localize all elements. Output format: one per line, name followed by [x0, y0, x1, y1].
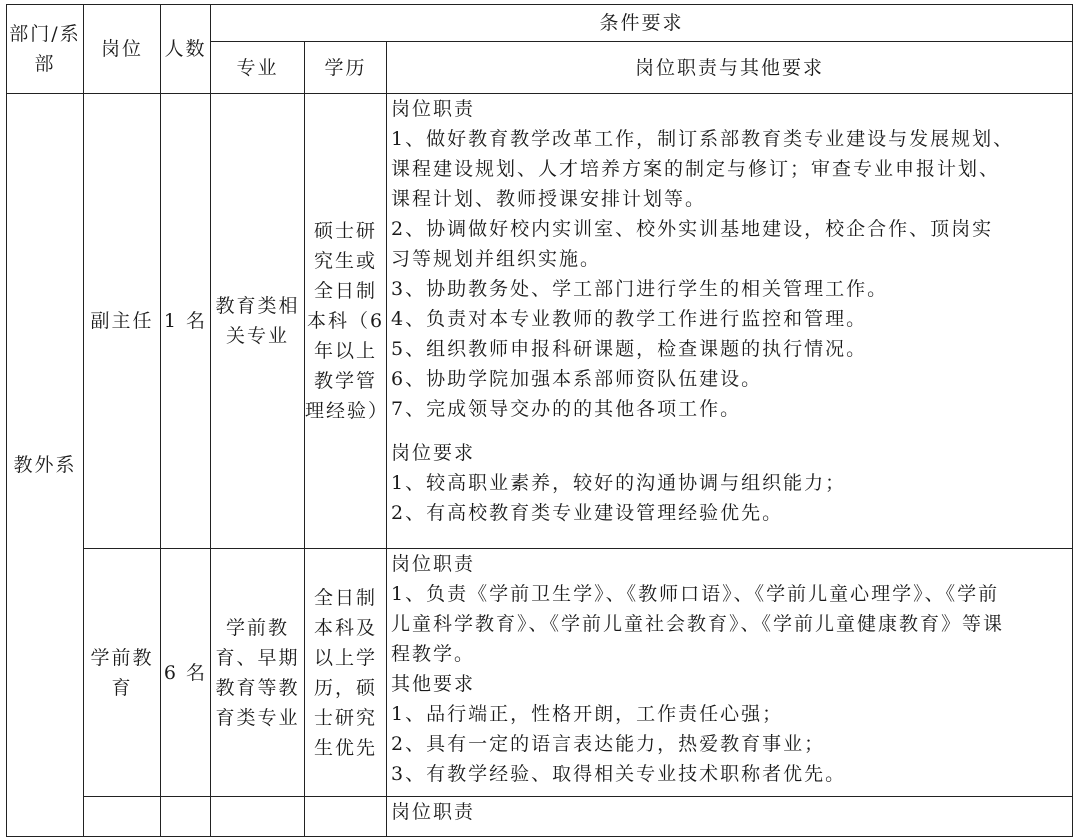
table-row [7, 797, 1073, 837]
section-title: 岗位职责 [391, 553, 476, 575]
count-cell: 6 名 [161, 549, 211, 797]
count-cell: 1 名 [161, 94, 211, 549]
duty-line: 习等规划并组织实施。 [391, 248, 602, 270]
header-education: 学历 [305, 42, 387, 94]
section-title: 其他要求 [391, 673, 476, 695]
duty-line: 2、协调做好校内实训室、校外实训基地建设，校企合作、顶岗实 [391, 218, 994, 240]
duties-cell [387, 549, 1073, 797]
table-row [7, 94, 1073, 549]
duty-line: 1、负责《学前卫生学》、《教师口语》、《学前儿童心理学》、《学前 [391, 583, 1000, 605]
duty-line: 课程计划、教师授课安排计划等。 [391, 188, 707, 210]
duty-line: 6、协助学院加强本系部师资队伍建设。 [391, 368, 763, 390]
requirement-line: 2、具有一定的语言表达能力，热爱教育事业； [391, 733, 826, 755]
position-cell: 副主任 [84, 94, 161, 549]
major-cell: 教育类相关专业 [211, 94, 305, 549]
major-cell: 学前教育、早期教育等教育类专业 [211, 549, 305, 797]
position-cell: 学前教育 [84, 549, 161, 797]
duties-cell [387, 797, 1073, 837]
duty-line: 程教学。 [391, 643, 476, 665]
duty-line: 课程建设规划、人才培养方案的制定与修订；审查专业申报计划、 [391, 158, 1001, 180]
section-title: 岗位职责 [391, 98, 476, 120]
duty-line: 1、做好教育教学改革工作，制订系部教育类专业建设与发展规划、 [391, 128, 1015, 150]
header-position: 岗位 [84, 5, 161, 94]
header-dept: 部门/系部 [7, 5, 84, 94]
header-duties: 岗位职责与其他要求 [387, 42, 1073, 94]
duties-cell [387, 94, 1073, 549]
requirement-line: 1、品行端正，性格开朗，工作责任心强； [391, 703, 784, 725]
education-cell: 全日制本科及以上学历，硕士研究生优先 [305, 549, 387, 797]
duty-line: 5、组织教师申报科研课题，检查课题的执行情况。 [391, 338, 868, 360]
duty-line: 4、负责对本专业教师的教学工作进行监控和管理。 [391, 308, 868, 330]
header-conditions: 条件要求 [211, 5, 1073, 42]
section-title: 岗位要求 [391, 442, 476, 464]
requirement-line: 3、有教学经验、取得相关专业技术职称者优先。 [391, 763, 847, 785]
section-title: 岗位职责 [391, 801, 476, 823]
header-major: 专业 [211, 42, 305, 94]
duty-line: 儿童科学教育》、《学前儿童社会教育》、《学前儿童健康教育》等课 [391, 613, 1005, 635]
education-cell: 硕士研究生或全日制本科（6年以上教学管理经验） [305, 94, 387, 549]
duty-line: 3、协助教务处、学工部门进行学生的相关管理工作。 [391, 278, 889, 300]
header-count: 人数 [161, 5, 211, 94]
recruitment-table [6, 4, 1073, 837]
requirement-line: 2、有高校教育类专业建设管理经验优先。 [391, 502, 784, 524]
duty-line: 7、完成领导交办的的其他各项工作。 [391, 398, 742, 420]
table-row [7, 549, 1073, 797]
department-cell: 教外系 [7, 94, 84, 837]
requirement-line: 1、较高职业素养，较好的沟通协调与组织能力； [391, 472, 847, 494]
